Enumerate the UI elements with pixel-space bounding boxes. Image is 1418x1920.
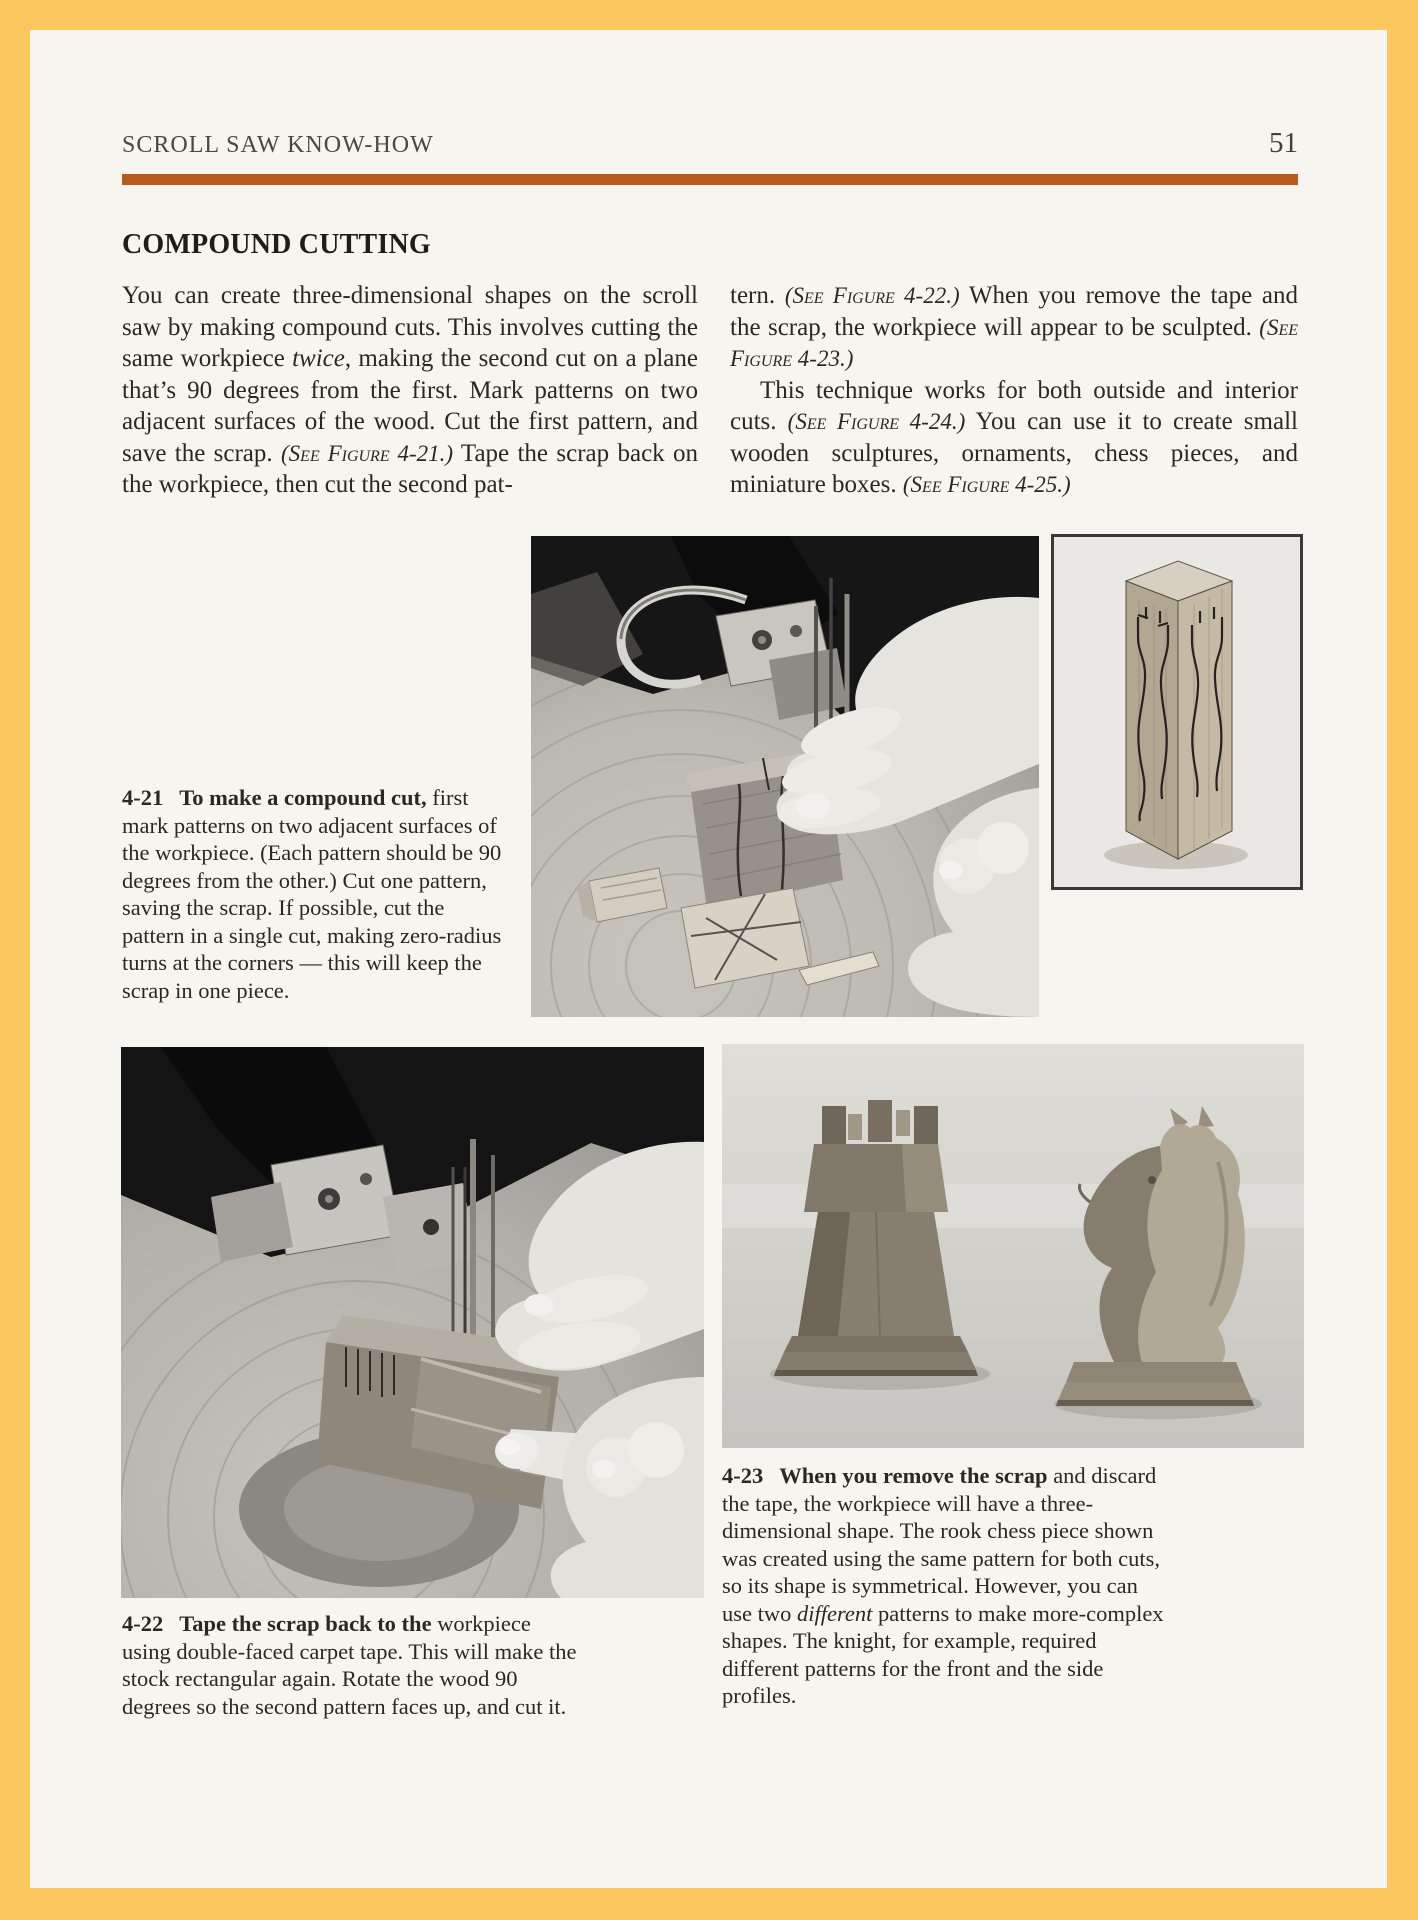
intro-text: When you remove the tape and the scrap, the workpiece will appear to be sculpted. xyxy=(730,282,1299,341)
intro-text: You can use it to create small wooden sculptures, ornaments, chess pieces, and miniature boxes. xyxy=(730,408,1298,498)
header-rule xyxy=(122,174,1298,185)
intro-paragraph-1 xyxy=(122,280,698,501)
figure-reference-4-21: (See Figure 4-21.) xyxy=(281,440,454,466)
figure-reference-4-23: (See Figure 4-23.) xyxy=(730,314,1298,371)
section-heading: COMPOUND CUTTING xyxy=(122,229,431,260)
figure-4-23-photo xyxy=(722,1044,1304,1448)
chess-pieces-illustration xyxy=(722,1044,1304,1448)
caption-italic-word: different xyxy=(797,1600,873,1626)
caption-lead: Tape the scrap back to the xyxy=(179,1611,432,1636)
figure-4-21-photo xyxy=(531,536,1039,1017)
caption-body: first mark patterns on two adjacent surfaces of the workpiece. (Each pattern should be 90 degrees from the other.) Cut one pattern, saving the scrap. If possible, cut the pattern in a single cut, making zero-radius turns at the corners — this will keep the scrap in one piece. xyxy=(122,785,502,1003)
scroll-saw-cutting-illustration xyxy=(531,536,1039,1017)
intro-paragraph-2 xyxy=(730,375,1298,501)
intro-left-column xyxy=(122,280,698,501)
intro-text: You can create three-dimensional shapes on the scroll saw by making compound cuts. This involves cutting the same workpiece xyxy=(122,282,698,372)
intro-paragraph-1-continued xyxy=(730,280,1298,375)
figure-reference-4-25: (See Figure 4-25.) xyxy=(902,472,1071,497)
caption-number: 4-21 xyxy=(122,785,164,810)
caption-number: 4-23 xyxy=(722,1463,764,1488)
figure-reference-4-24: (See Figure 4-24.) xyxy=(787,409,966,434)
intro-text: , making the second cut on a plane that’s 90 degrees from the first. Mark patterns on two adjacent surfaces of the wood. Cut the first pattern, and save the scrap. xyxy=(122,345,699,467)
intro-text: This technique works for both outside and interior cuts. xyxy=(730,376,1298,435)
intro-text: Tape the scrap back on the workpiece, then cut the second pat- xyxy=(122,439,699,498)
running-header xyxy=(122,127,1298,160)
figure-4-21-inset-photo xyxy=(1051,534,1303,890)
caption-lead: To make a compound cut, xyxy=(179,785,427,810)
figure-reference-4-22: (See Figure 4-22.) xyxy=(784,283,960,308)
taped-workpiece-illustration xyxy=(121,1047,704,1598)
intro-italic-word: twice xyxy=(292,345,345,372)
marked-wood-blank-illustration xyxy=(1054,537,1300,887)
figure-4-21-caption xyxy=(122,784,506,1004)
caption-number: 4-22 xyxy=(122,1611,164,1636)
figure-4-22-caption xyxy=(122,1610,577,1720)
book-page xyxy=(30,30,1387,1888)
page-number: 51 xyxy=(1269,127,1298,159)
caption-body: patterns to make more-complex shapes. The knight, for example, required different patterns for the front and the side profiles. xyxy=(722,1600,1164,1708)
caption-body: and discard the tape, the workpiece will have a three-dimensional shape. The rook chess piece shown was created using the same pattern for both cuts, so its shape is symmetrical. However, you can use two xyxy=(722,1463,1160,1626)
book-title: SCROLL SAW KNOW-HOW xyxy=(122,132,434,158)
figure-4-22-photo xyxy=(121,1047,704,1598)
figure-4-23-caption xyxy=(722,1462,1164,1710)
intro-right-column xyxy=(730,280,1298,501)
intro-text: tern. xyxy=(730,282,785,309)
caption-body: workpiece using double-faced carpet tape. This will make the stock rectangular again. Rotate the wood 90 degrees so the second pattern faces up, and cut it. xyxy=(122,1611,577,1719)
caption-lead: When you remove the scrap xyxy=(779,1463,1048,1488)
